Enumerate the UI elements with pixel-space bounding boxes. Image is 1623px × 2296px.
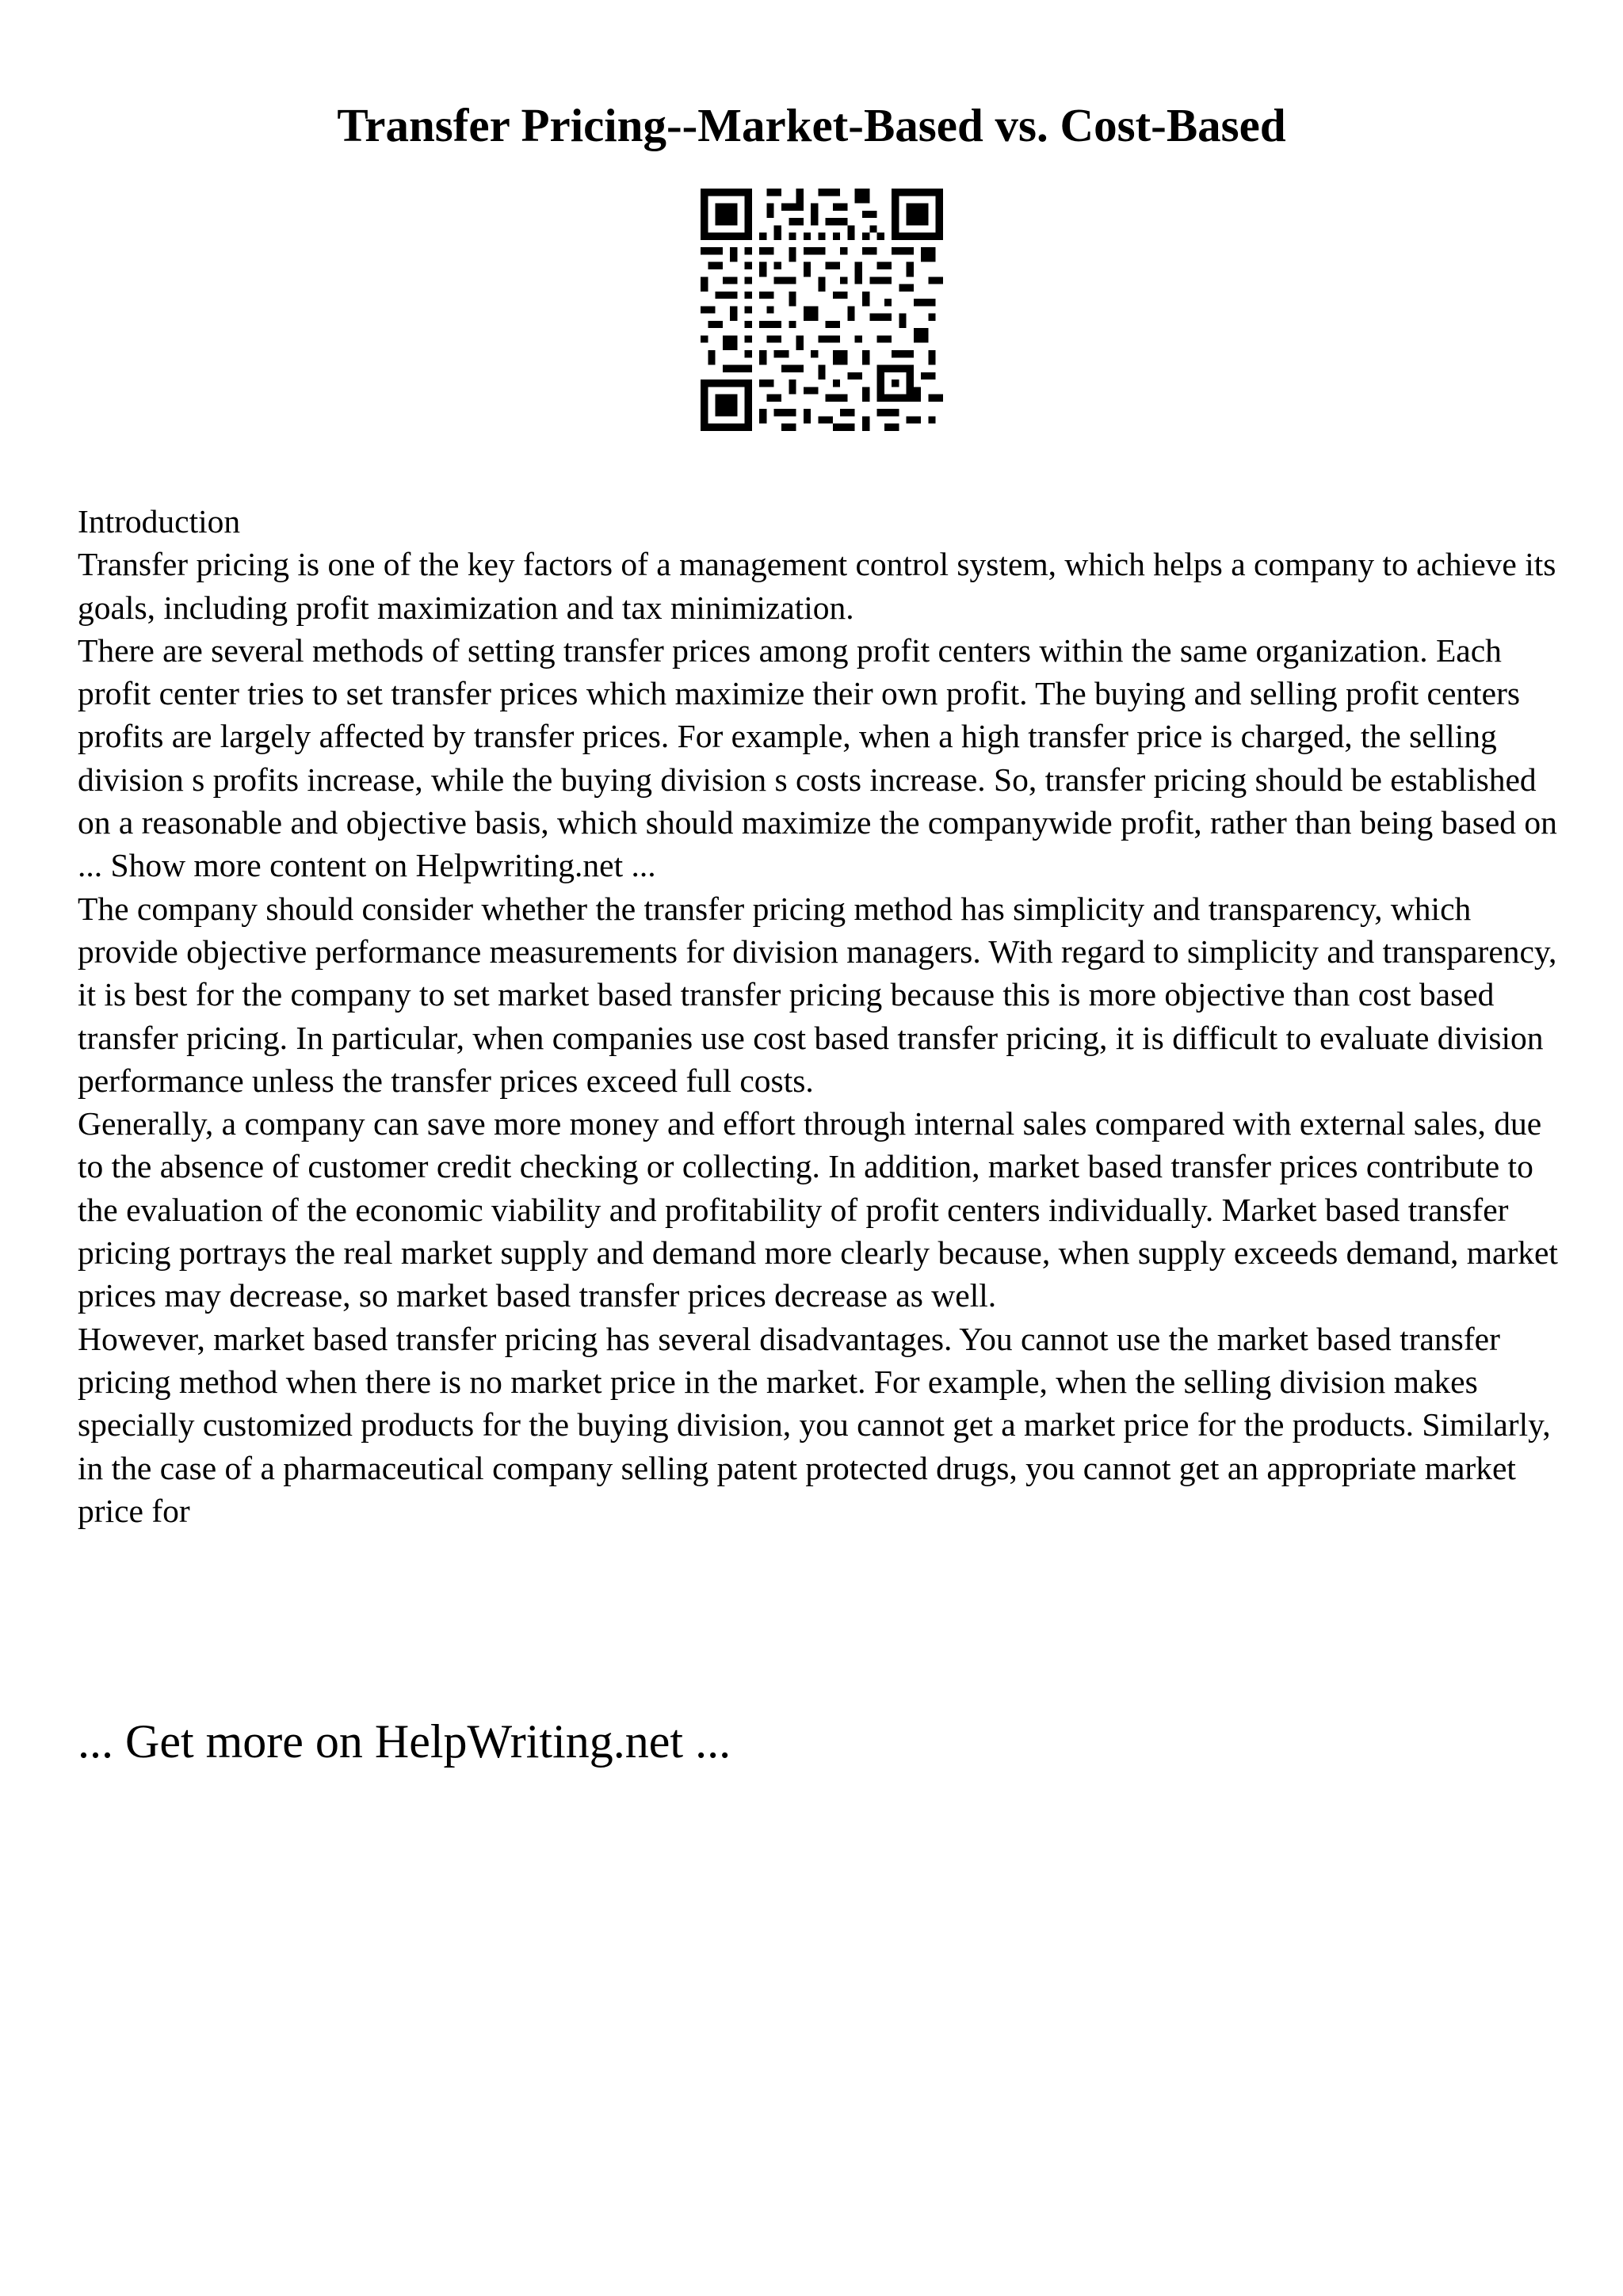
document-title: Transfer Pricing--Market-Based vs. Cost-Based bbox=[337, 99, 1286, 151]
get-more-link[interactable]: ... Get more on HelpWriting.net ... bbox=[78, 1715, 731, 1768]
paragraph-2: There are several methods of setting transfer prices among profit centers within the same organization. Each profit center tries to set transfer prices which maximize their own profit. The buying and selling profit centers profits are largely affected by transfer prices. For example, when a high transfer price is charged, the selling division s profits increase, while the buying division s costs increase. So, transfer pricing should be established on a reasonable and objective basis, which should maximize the companywide profit, rather than being based on ... Show more content on Helpwriting.net ... bbox=[78, 631, 1557, 884]
paragraph-3: The company should consider whether the transfer pricing method has simplicity and transparency, which provide objective performance measurements for division managers. With regard to simplicity and transparency, it is best for the company to set market based transfer pricing because this is more objective than cost based transfer pricing. In particular, when companies use cost based transfer pricing, it is difficult to evaluate division performance unless the transfer prices exceed full costs. bbox=[78, 890, 1557, 1099]
qr-code bbox=[701, 189, 943, 431]
paragraph-1: Transfer pricing is one of the key factors of a management control system, which helps a company to achieve its goals, including profit maximization and tax minimization. bbox=[78, 546, 1556, 626]
article-body bbox=[78, 500, 1568, 1532]
paragraph-4: Generally, a company can save more money and effort through internal sales compared with external sales, due to the absence of customer credit checking or collecting. In addition, market based transfer prices contribute to the evaluation of the economic viability and profitability of profit centers individually. Market based transfer pricing portrays the real market supply and demand more clearly because, when supply exceeds demand, market prices may decrease, so market based transfer prices decrease as well. bbox=[78, 1105, 1558, 1314]
section-heading-introduction: Introduction bbox=[78, 503, 241, 540]
qr-code-icon bbox=[701, 189, 943, 431]
paragraph-5: However, market based transfer pricing has several disadvantages. You cannot use the market based transfer pricing method when there is no market price in the market. For example, when the selling division makes specially customized products for the buying division, you cannot get a market price for the products. Similarly, in the case of a pharmaceutical company selling patent protected drugs, you cannot get an appropriate market price for bbox=[78, 1320, 1551, 1529]
